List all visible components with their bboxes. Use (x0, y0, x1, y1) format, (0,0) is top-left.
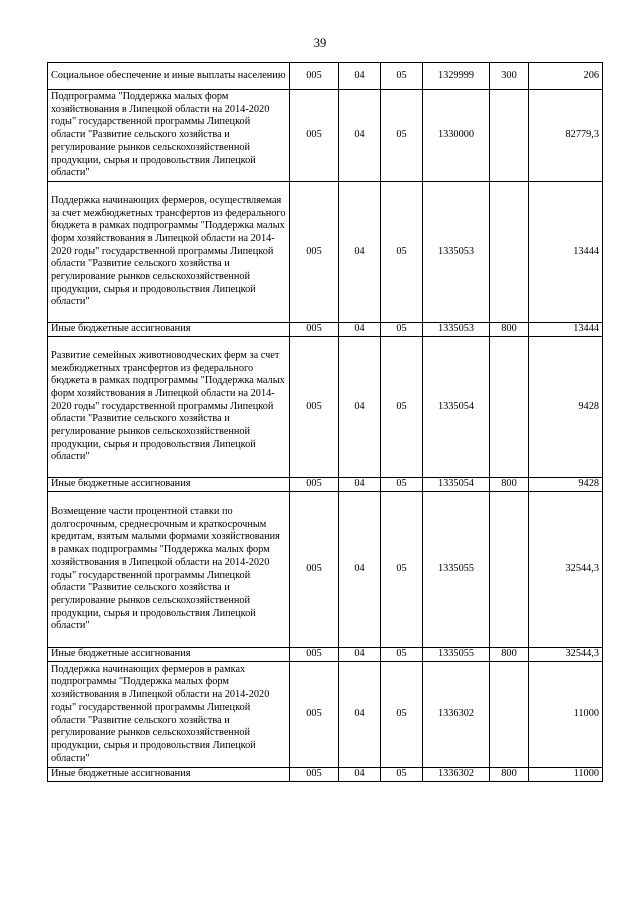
expense-type-code (490, 90, 529, 182)
table-row (48, 648, 603, 662)
section-code: 04 (339, 337, 381, 478)
table-row (48, 323, 603, 337)
subsection-code: 05 (381, 662, 423, 768)
subsection-code: 05 (381, 323, 423, 337)
ved-code: 005 (290, 648, 339, 662)
target-article-code: 1330000 (423, 90, 490, 182)
subsection-code: 05 (381, 768, 423, 782)
subsection-code: 05 (381, 63, 423, 90)
amount: 11000 (529, 768, 603, 782)
section-code: 04 (339, 182, 381, 323)
amount: 9428 (529, 337, 603, 478)
section-code: 04 (339, 662, 381, 768)
table-row (48, 662, 603, 768)
table-row (48, 337, 603, 478)
amount: 206 (529, 63, 603, 90)
ved-code: 005 (290, 90, 339, 182)
target-article-code: 1335054 (423, 337, 490, 478)
ved-code: 005 (290, 63, 339, 90)
amount: 9428 (529, 478, 603, 492)
table-row (48, 90, 603, 182)
ved-code: 005 (290, 662, 339, 768)
expense-type-code (490, 182, 529, 323)
section-code: 04 (339, 323, 381, 337)
amount: 32544,3 (529, 492, 603, 648)
ved-code: 005 (290, 182, 339, 323)
budget-table (47, 62, 603, 782)
expense-type-code (490, 337, 529, 478)
ved-code: 005 (290, 323, 339, 337)
target-article-code: 1335055 (423, 492, 490, 648)
ved-code: 005 (290, 478, 339, 492)
subsection-code: 05 (381, 478, 423, 492)
amount: 11000 (529, 662, 603, 768)
subsection-code: 05 (381, 492, 423, 648)
target-article-code: 1336302 (423, 768, 490, 782)
section-code: 04 (339, 90, 381, 182)
amount: 13444 (529, 182, 603, 323)
row-name: Социальное обеспечение и иные выплаты населению (48, 63, 290, 90)
table-row (48, 63, 603, 90)
expense-type-code (490, 492, 529, 648)
row-name: Иные бюджетные ассигнования (48, 648, 290, 662)
section-code: 04 (339, 492, 381, 648)
expense-type-code: 800 (490, 648, 529, 662)
target-article-code: 1335055 (423, 648, 490, 662)
amount: 13444 (529, 323, 603, 337)
row-name: Возмещение части процентной ставки по долгосрочным, среднесрочным и краткосрочным кредитам, взятым малыми формами хозяйствования в рамках подпрограммы "Поддержка малых форм хозяйствования в Липецкой области на 2014-2020 годы" государственной программы Липецкой области "Развитие сельского хозяйства и регулирование рынков сельскохозяйственной продукции, сырья и продовольствия Липецкой области" (48, 492, 290, 648)
target-article-code: 1335053 (423, 323, 490, 337)
amount: 32544,3 (529, 648, 603, 662)
ved-code: 005 (290, 768, 339, 782)
subsection-code: 05 (381, 337, 423, 478)
row-name: Развитие семейных животноводческих ферм за счет межбюджетных трансфертов из федерального бюджета в рамках подпрограммы "Поддержка малых форм хозяйствования в Липецкой области на 2014-2020 годы" государственной программы Липецкой области "Развитие сельского хозяйства и регулирование рынков сельскохозяйственной продукции, сырья и продовольствия Липецкой области" (48, 337, 290, 478)
subsection-code: 05 (381, 90, 423, 182)
amount: 82779,3 (529, 90, 603, 182)
target-article-code: 1335053 (423, 182, 490, 323)
subsection-code: 05 (381, 648, 423, 662)
target-article-code: 1336302 (423, 662, 490, 768)
ved-code: 005 (290, 337, 339, 478)
row-name: Поддержка начинающих фермеров, осуществляемая за счет межбюджетных трансфертов из федерального бюджета в рамках подпрограммы "Поддержка малых форм хозяйствования в Липецкой области на 2014-2020 годы" государственной программы Липецкой области "Развитие сельского хозяйства и регулирование рынков сельскохозяйственной продукции, сырья и продовольствия Липецкой области" (48, 182, 290, 323)
row-name: Иные бюджетные ассигнования (48, 478, 290, 492)
table-row (48, 478, 603, 492)
expense-type-code: 800 (490, 478, 529, 492)
subsection-code: 05 (381, 182, 423, 323)
expense-type-code (490, 662, 529, 768)
row-name: Иные бюджетные ассигнования (48, 768, 290, 782)
expense-type-code: 800 (490, 768, 529, 782)
section-code: 04 (339, 63, 381, 90)
expense-type-code: 800 (490, 323, 529, 337)
page-number: 39 (313, 36, 327, 50)
expense-type-code: 300 (490, 63, 529, 90)
target-article-code: 1329999 (423, 63, 490, 90)
section-code: 04 (339, 478, 381, 492)
row-name: Иные бюджетные ассигнования (48, 323, 290, 337)
section-code: 04 (339, 648, 381, 662)
row-name: Поддержка начинающих фермеров в рамках подпрограммы "Поддержка малых форм хозяйствования в Липецкой области на 2014-2020 годы" государственной программы Липецкой области "Развитие сельского хозяйства и регулирование рынков сельскохозяйственной продукции, сырья и продовольствия Липецкой области" (48, 662, 290, 768)
table-row (48, 768, 603, 782)
table-row (48, 492, 603, 648)
row-name: Подпрограмма "Поддержка малых форм хозяйствования в Липецкой области на 2014-2020 годы" государственной программы Липецкой области "Развитие сельского хозяйства и регулирование рынков сельскохозяйственной продукции, сырья и продовольствия Липецкой области" (48, 90, 290, 182)
table-row (48, 182, 603, 323)
section-code: 04 (339, 768, 381, 782)
ved-code: 005 (290, 492, 339, 648)
target-article-code: 1335054 (423, 478, 490, 492)
